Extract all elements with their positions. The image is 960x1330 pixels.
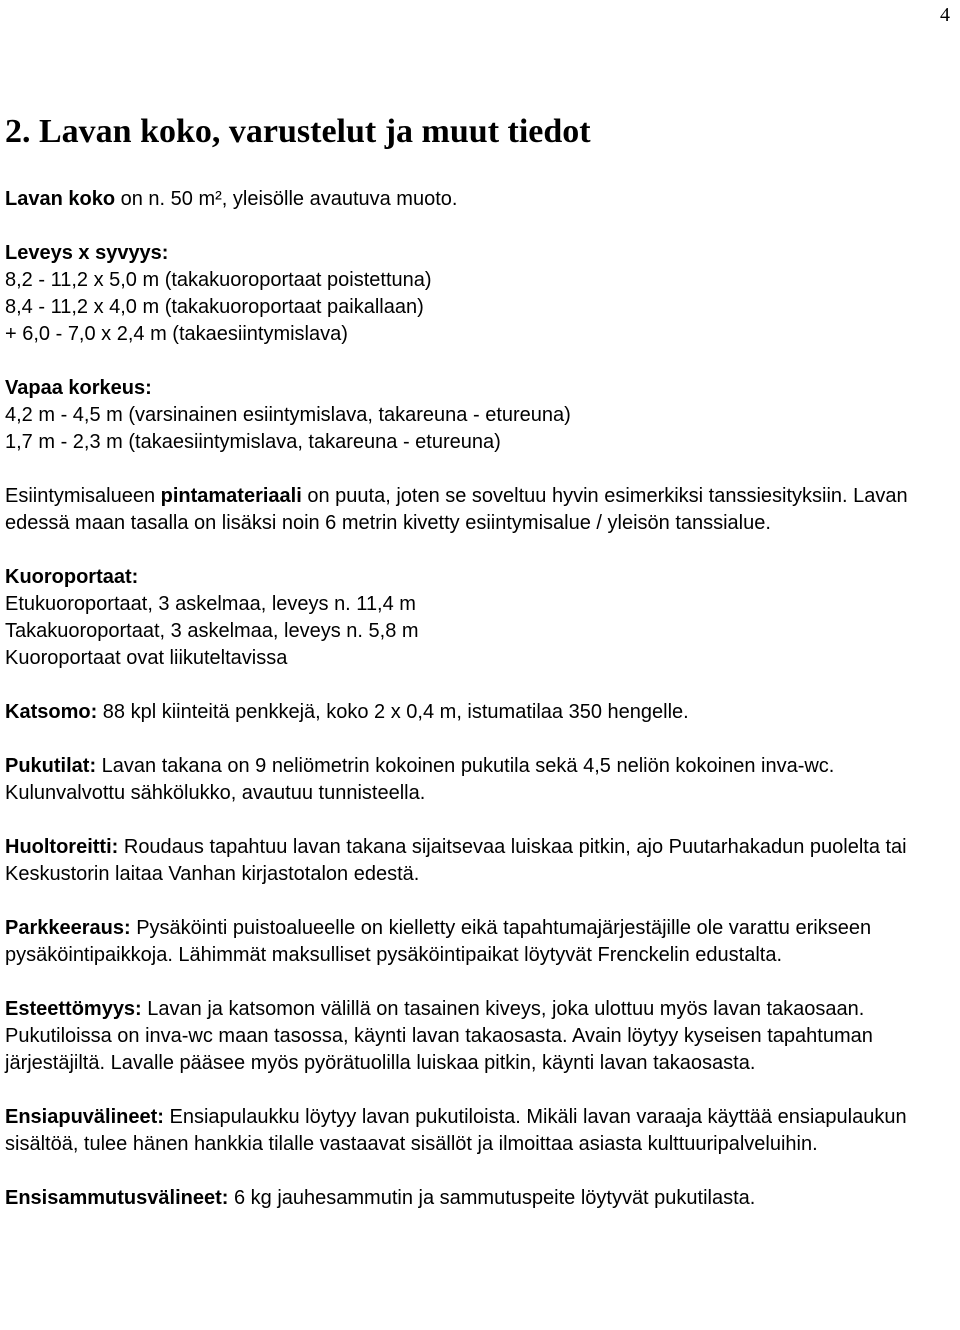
first-aid-text: Ensiapulaukku löytyy lavan pukutiloista. Mikäli lavan varaaja käyttää ensiapulaukun sisältöä, tulee hänen hankkia tilalle vastaavat sisällöt ja ilmoittaa asiasta kulttuuripalveluihin. bbox=[5, 1106, 907, 1155]
seating-paragraph bbox=[5, 699, 953, 726]
dressing-text: Lavan takana on 9 neliömetrin kokoinen pukutila sekä 4,5 neliön kokoinen inva-wc. Kulunvalvottu sähkölukko, avautuu tunnisteella. bbox=[5, 755, 835, 804]
width-depth-line: 8,2 - 11,2 x 5,0 m (takakuoroportaat poistettuna) bbox=[5, 269, 432, 291]
first-aid-label: Ensiapuvälineet: bbox=[5, 1106, 164, 1128]
surface-post: on puuta, joten se soveltuu hyvin esimerkiksi tanssiesityksiin. Lavan edessä maan tasalla on lisäksi noin 6 metrin kivetty esiintymisalue / yleisön tanssialue. bbox=[5, 485, 908, 534]
width-depth-label: Leveys x syvyys: bbox=[5, 242, 169, 264]
seating-label: Katsomo: bbox=[5, 701, 98, 723]
document-body bbox=[5, 112, 953, 1239]
maintenance-label: Huoltoreitti: bbox=[5, 836, 119, 858]
height-label: Vapaa korkeus: bbox=[5, 377, 152, 399]
height-line: 1,7 m - 2,3 m (takaesiintymislava, takareuna - etureuna) bbox=[5, 431, 501, 453]
page-number: 4 bbox=[940, 4, 950, 26]
accessibility-label: Esteettömyys: bbox=[5, 998, 142, 1020]
risers-label: Kuoroportaat: bbox=[5, 566, 139, 588]
seating-text: 88 kpl kiinteitä penkkejä, koko 2 x 0,4 m, istumatilaa 350 hengelle. bbox=[97, 701, 689, 723]
width-depth-paragraph bbox=[5, 240, 953, 348]
maintenance-text: Roudaus tapahtuu lavan takana sijaitsevaa luiskaa pitkin, ajo Puutarhakadun puolelta tai Keskustorin laitaa Vanhan kirjastotalon edestä. bbox=[5, 836, 907, 885]
stage-size-text: on n. 50 m², yleisölle avautuva muoto. bbox=[115, 188, 458, 210]
stage-size-paragraph bbox=[5, 186, 953, 213]
dressing-label: Pukutilat: bbox=[5, 755, 97, 777]
first-aid-paragraph bbox=[5, 1104, 953, 1158]
maintenance-paragraph bbox=[5, 834, 953, 888]
surface-bold: pintamateriaali bbox=[160, 485, 302, 507]
width-depth-line: 8,4 - 11,2 x 4,0 m (takakuoroportaat paikallaan) bbox=[5, 296, 424, 318]
risers-paragraph bbox=[5, 564, 953, 672]
accessibility-paragraph bbox=[5, 996, 953, 1077]
parking-text: Pysäköinti puistoalueelle on kielletty eikä tapahtumajärjestäjille ole varattu erikseen pysäköintipaikkoja. Lähimmät maksulliset pysäköintipaikat löytyvät Frenckelin edustalta. bbox=[5, 917, 872, 966]
risers-line: Kuoroportaat ovat liikuteltavissa bbox=[5, 647, 288, 669]
surface-paragraph bbox=[5, 483, 953, 537]
fire-text: 6 kg jauhesammutin ja sammutuspeite löytyvät pukutilasta. bbox=[228, 1187, 756, 1209]
surface-pre: Esiintymisalueen bbox=[5, 485, 161, 507]
dressing-paragraph bbox=[5, 753, 953, 807]
height-line: 4,2 m - 4,5 m (varsinainen esiintymislava, takareuna - etureuna) bbox=[5, 404, 571, 426]
parking-label: Parkkeeraus: bbox=[5, 917, 131, 939]
width-depth-line: + 6,0 - 7,0 x 2,4 m (takaesiintymislava) bbox=[5, 323, 348, 345]
risers-line: Takakuoroportaat, 3 askelmaa, leveys n. 5,8 m bbox=[5, 620, 419, 642]
section-heading: 2. Lavan koko, varustelut ja muut tiedot bbox=[5, 113, 591, 150]
fire-paragraph bbox=[5, 1185, 953, 1212]
height-paragraph bbox=[5, 375, 953, 456]
stage-size-label: Lavan koko bbox=[5, 188, 116, 210]
fire-label: Ensisammutusvälineet: bbox=[5, 1187, 229, 1209]
accessibility-text: Lavan ja katsomon välillä on tasainen kiveys, joka ulottuu myös lavan takaosaan. Pukutiloissa on inva-wc maan tasossa, käynti lavan takaosasta. Avain löytyy kyseisen tapahtuman järjestäjiltä. Lavalle pääsee myös pyörätuolilla luiskaa pitkin, käynti lavan takaosasta. bbox=[5, 998, 873, 1074]
parking-paragraph bbox=[5, 915, 953, 969]
risers-line: Etukuoroportaat, 3 askelmaa, leveys n. 11,4 m bbox=[5, 593, 416, 615]
